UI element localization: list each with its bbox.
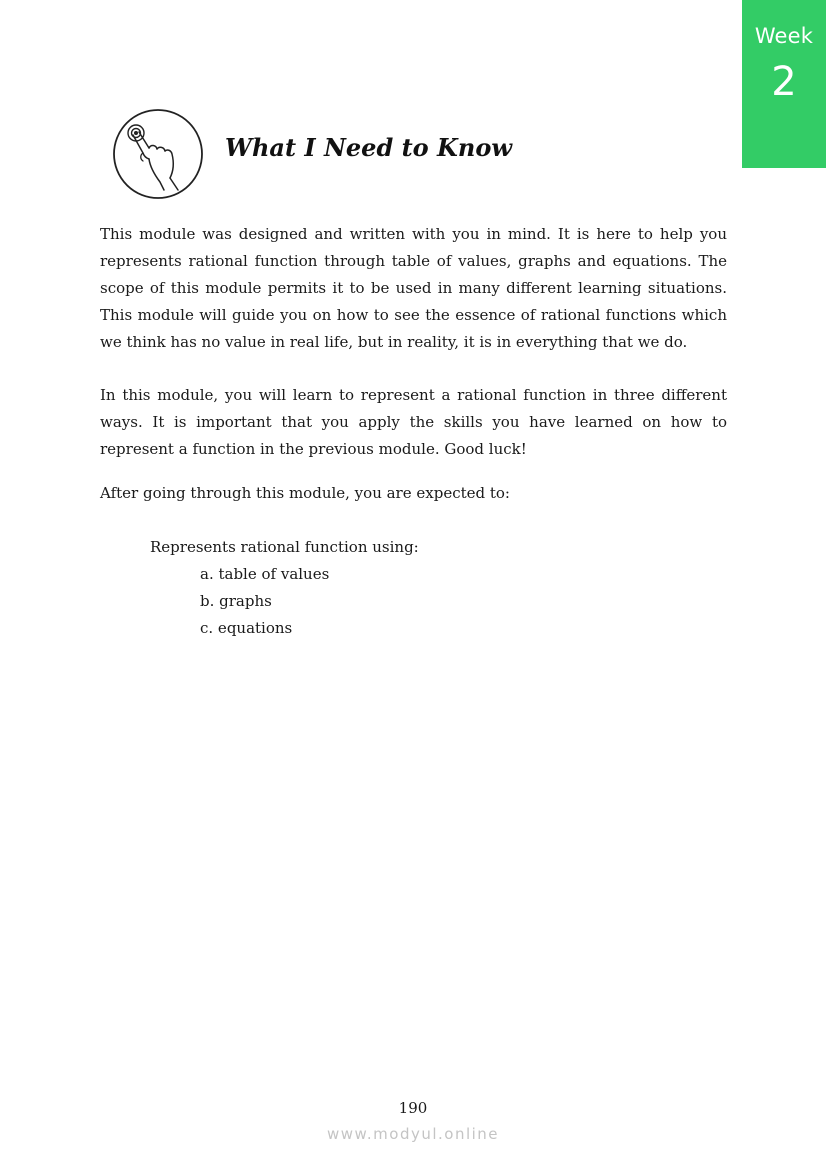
objective-item: c. equations: [200, 619, 293, 637]
hand-pointing-icon: [112, 108, 204, 200]
module-introduction: [100, 221, 727, 642]
watermark: www.modyul.online: [326, 1125, 500, 1143]
expectations-paragraph: After going through this module, you are expected to:: [100, 484, 510, 502]
objective-list: [150, 561, 727, 642]
learning-paragraph: In this module, you will learn to represent a rational function in three different ways. It is important that you apply the skills you have learned on how to represent a function in the previous module. Good luck!: [100, 386, 727, 458]
objective-intro: Represents rational function using:: [150, 538, 419, 556]
objectives: [100, 534, 727, 642]
week-number: 2: [771, 59, 797, 105]
objective-item: b. graphs: [200, 592, 272, 610]
week-tab: [742, 0, 826, 168]
objective-item: a. table of values: [200, 565, 330, 583]
week-label: Week: [754, 24, 814, 48]
section-title: What I Need to Know: [225, 133, 513, 162]
intro-paragraph: This module was designed and written with you in mind. It is here to help you represents rational function through table of values, graphs and equations. The scope of this module permits it to be used in many different learning situations. This module will guide you on how to see the essence of rational functions which we think has no value in real life, but in reality, it is in everything that we do.: [100, 225, 727, 351]
page-number: 190: [398, 1099, 428, 1117]
